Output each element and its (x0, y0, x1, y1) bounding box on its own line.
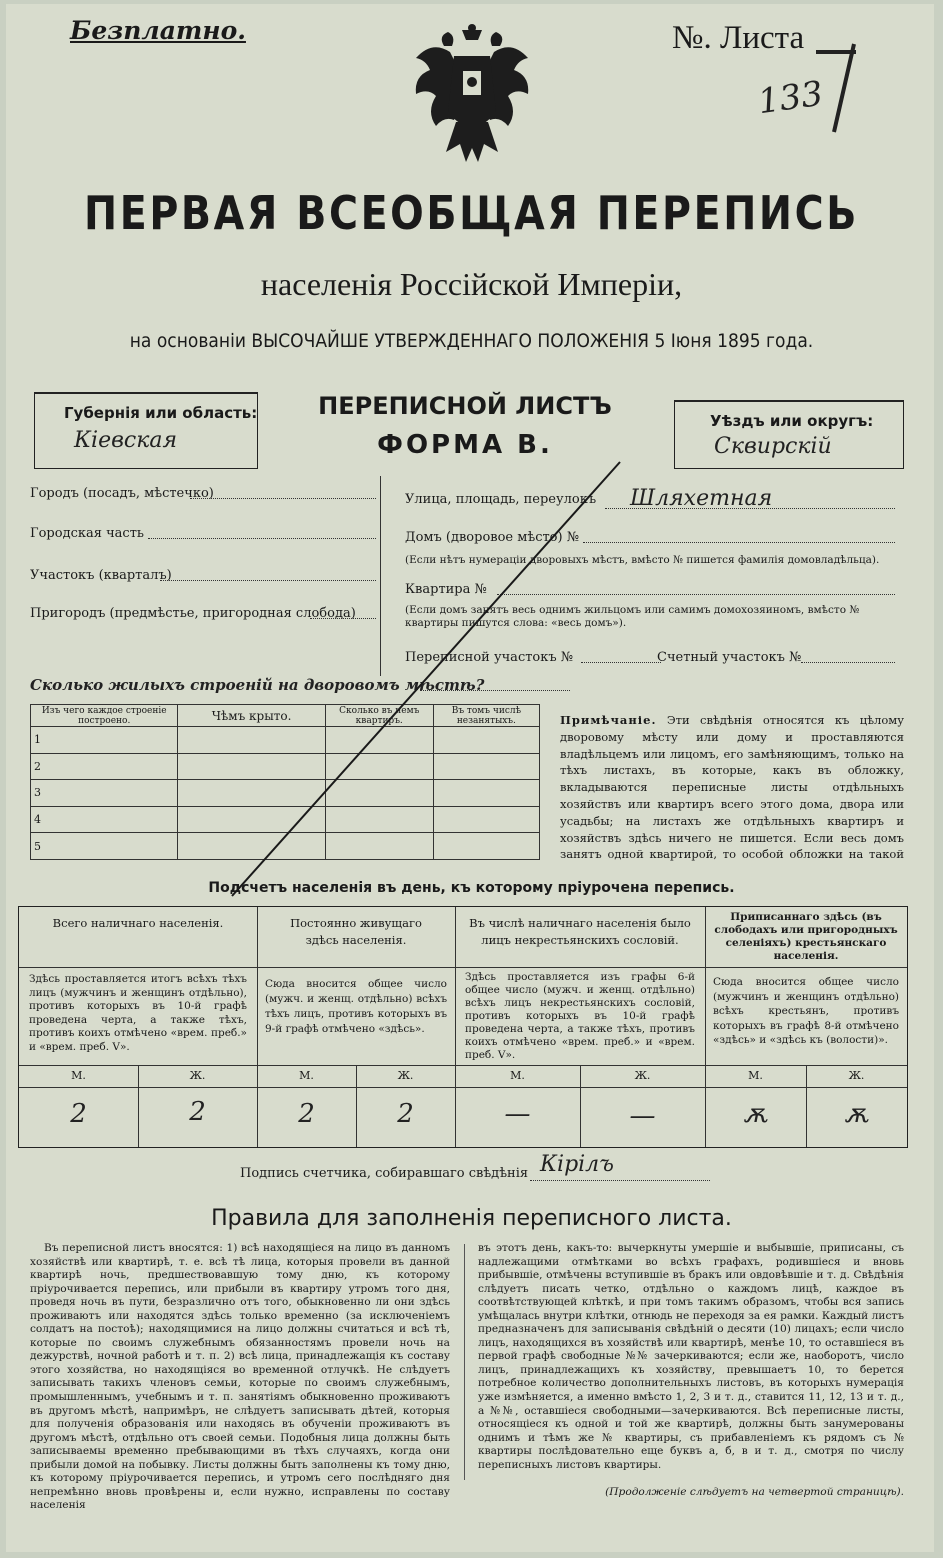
count-col-desc: Сюда вносится общее число (мужчинъ и женщинъ отдѣльно) всѣхъ крестьянъ, противъ которыхъ въ графѣ 8-й отмѣчено «здѣсь» и «здѣсь къ (волости)». (713, 976, 899, 1046)
count-area-label: Счетный участокъ № (657, 650, 802, 665)
signature-value: Кiрiлъ (540, 1152, 614, 1177)
sheet-number-handwritten: 133 (755, 73, 826, 123)
value-f: 2 (397, 1099, 414, 1129)
note-heading: Примѣчаніе. (560, 713, 657, 727)
value-f: 2 (189, 1097, 206, 1127)
value-f: ѫ (844, 1099, 869, 1129)
note-text: Эти свѣдѣнія относятся къ цѣлому дворовому мѣсту или дому и проставляются владѣльцемъ или лицомъ, его замѣняющимъ, только на тѣхъ листахъ, въ которые, какъ въ обложку, вкладываются переписные листы отдѣльныхъ хозяйствъ или квартиръ всего этого дома, двора или усадьбы; на листахъ же отдѣльныхъ квартиръ и хозяйствъ здѣсь ничего не пишется. Если весь домъ занятъ одной квартирой, то особой обложки на такой (560, 713, 904, 862)
count-col-title: Всего наличнаго населенія. (52, 916, 224, 930)
district-label: Участокъ (кварталъ) (30, 568, 172, 583)
census-area-label: Переписной участокъ № (405, 650, 574, 665)
value-f: — (629, 1101, 656, 1131)
signature-label: Подпись счетчика, собиравшаго свѣдѣнія (240, 1166, 529, 1181)
count-col-desc: Сюда вносится общее число (мужч. и женщ. отдѣльно) всѣхъ тѣхъ лицъ, противъ которыхъ въ 9-й графѣ отмѣчено «здѣсь». (265, 978, 447, 1035)
table-row: 1 (31, 727, 178, 754)
col-material: Изъ чего каждое строеніе построено. (31, 705, 178, 727)
m-label: М. (748, 1069, 763, 1082)
buildings-question: Сколько жилыхъ строеній на дворовомъ мѣстѣ? (30, 676, 485, 694)
m-label: М. (299, 1069, 314, 1082)
form-title: ПЕРЕПИСНОЙ ЛИСТЪ (318, 392, 612, 420)
table-row: 2 (31, 753, 178, 780)
value-m: ѫ (743, 1099, 768, 1129)
gubernia-value: Кіевская (74, 428, 178, 453)
f-label: Ж. (634, 1069, 651, 1082)
apartment-note: (Если домъ занятъ весь однимъ жильцомъ или самимъ домохозяиномъ, вмѣсто № квартиры пишутся слова: «весь домъ»). (405, 604, 860, 629)
page-subtitle: населенія Россійской Имперіи, (260, 266, 683, 302)
col-roof: Чѣмъ крыто. (178, 705, 325, 727)
f-label: Ж. (397, 1069, 414, 1082)
value-m: 2 (298, 1099, 315, 1129)
count-heading: Подсчетъ населенія въ день, къ которому пріурочена перепись. (208, 880, 735, 896)
col-vacant: Въ томъ числѣ незанятыхъ. (433, 705, 539, 727)
count-col-title: Приписаннаго здѣсь (въ слободахъ или пригородныхъ селеніяхъ) крестьянскаго населенія. (714, 911, 898, 962)
table-row: 3 (31, 780, 178, 807)
col-apartments: Сколько въ немъ квартиръ. (325, 705, 433, 727)
house-note: (Если нѣтъ нумераціи дворовыхъ мѣстъ, вмѣсто № пишется фамилія домовладѣльца). (405, 554, 880, 566)
rules-continued: (Продолженіе слѣдуетъ на четвертой страницѣ). (605, 1486, 904, 1498)
legal-basis: на основаніи ВЫСОЧАЙШЕ УТВЕРЖДЕННАГО ПОЛОЖЕНІЯ 5 Іюня 1895 года. (129, 330, 814, 352)
uezd-label: Уѣздъ или округъ: (710, 412, 874, 430)
city-label: Городъ (посадъ, мѣстечко) (30, 486, 214, 501)
table-row: 5 (31, 833, 178, 860)
house-label: Домъ (дворовое мѣсто) № (405, 530, 580, 545)
value-m: — (504, 1099, 531, 1129)
m-label: М. (71, 1069, 86, 1082)
uezd-value: Сквирскій (714, 434, 832, 459)
form-name: ФОРМА В. (377, 430, 553, 460)
count-col-title: Постоянно живущаго здѣсь населенія. (290, 916, 422, 947)
city-part-label: Городская часть (30, 526, 144, 541)
rules-left: Въ переписной листъ вносятся: 1) всѣ находящіеся на лицо въ данномъ хозяйствѣ или квартирѣ, т. е. всѣ тѣ лица, которыя провели въ данной квартирѣ ночь, предшествовавшую тому дню, къ которому пріурочивается перепись, или прибыли въ квартиру утромъ того дня, проведя ночь въ пути, безразлично отъ того, обыкновенно ли они здѣсь проживаютъ или находятся здѣсь только временно (за исключеніемъ солдатъ на постоѣ); находящимися на лицо должны считаться и всѣ тѣ, которые по своимъ служебнымъ обязанностямъ провели ночь на дежурствѣ, ночной работѣ и т. п. 2) всѣ лица, принадлежащія къ составу этого хозяйства, но находящіяся во временной отлучкѣ. Не слѣдуетъ записывать такихъ членовъ семьи, которые по своимъ служебнымъ, промышленнымъ, учебнымъ и т. п. занятіямъ обыкновенно проживаютъ въ другомъ мѣстѣ, напримѣръ, не слѣдуетъ записывать дѣтей, которыя для полученія образованія или находясь въ обученіи проживаютъ въ другомъ мѣстѣ, отдѣльно отъ своей семьи. Подобныя лица должны быть записываемы временно пребывающими въ тѣхъ случаяхъ, когда они прибыли домой на побывку. Листы должны быть заполнены къ тому дню, къ которому пріурочивается перепись, и утромъ сего послѣдняго дня непремѣнно вновь провѣрены и, если нужно, исправлены по составу населенія (30, 1242, 450, 1512)
count-table (18, 906, 908, 1148)
f-label: Ж. (189, 1069, 206, 1082)
apartment-label: Квартира № (405, 582, 487, 597)
street-value: Шляхетная (630, 486, 773, 511)
street-label: Улица, площадь, переулокъ (405, 492, 597, 507)
table-row: 4 (31, 806, 178, 833)
sheet-number-label: №. Листа (672, 20, 805, 56)
rules-title: Правила для заполненія переписного листа. (211, 1206, 732, 1231)
f-label: Ж. (848, 1069, 865, 1082)
gubernia-label: Губернія или область: (64, 404, 258, 422)
count-col-title: Въ числѣ наличнаго населенія было лицъ некрестьянскихъ сословій. (469, 916, 691, 947)
rules-right: въ этотъ день, какъ-то: вычеркнуты умершіе и выбывшіе, приписаны, съ надлежащими отмѣтками во всѣхъ графахъ, родившіеся и вновь прибывшіе, отмѣчены вступившіе въ бракъ или овдовѣвшіе и т. д. Свѣдѣнія слѣдуетъ писать четко, отдѣльно о каждомъ лицѣ, каждое въ соотвѣтствующей клѣткѣ, и при томъ такимъ образомъ, чтобы вся запись умѣщалась внутри клѣтки, отнюдь не переходя за ея рамки. Каждый листъ предназначенъ для записыванія свѣдѣній о десяти (10) лицахъ; если число лицъ, находящихся въ хозяйствѣ или квартирѣ, менѣе 10, то оставшіеся въ первой графѣ свободные №№ зачеркиваются; если же, наоборотъ, число лицъ, принадлежащихъ къ хозяйству, превышаетъ 10, то берется потребное количество дополнительныхъ листовъ, въ которыхъ нумерація уже измѣняется, а именно вмѣсто 1, 2, 3 и т. д., ставится 11, 12, 13 и т. д., а №№, оставшіеся свободными—зачеркиваются. Всѣ переписные листы, относящіеся къ одной и той же квартирѣ, должны быть занумерованы однимъ и тѣмъ же № квартиры, съ прибавленіемъ къ рядомъ съ № квартиры послѣдовательно еще буквъ а, б, в и т. д., смотря по числу переписныхъ листовъ квартиры. (478, 1242, 904, 1471)
value-m: 2 (70, 1099, 87, 1129)
count-col-desc: Здѣсь проставляется итогъ всѣхъ тѣхъ лицъ (мужчинъ и женщинъ отдѣльно), противъ которыхъ въ 10-й графѣ проведена черта, а также тѣхъ, противъ коихъ отмѣчено «врем. преб.» и «врем. преб. V». (29, 973, 247, 1053)
m-label: М. (510, 1069, 525, 1082)
page-title: ПЕРВАЯ ВСЕОБЩАЯ ПЕРЕПИСЬ (84, 186, 859, 240)
count-col-desc: Здѣсь проставляется изъ графы 6-й общее число (мужч. и женщ. отдѣльно) всѣхъ лицъ некрестьянскихъ сословій, противъ которыхъ въ 10-й графѣ проведена черта, а также тѣхъ, противъ коихъ отмѣчено «врем. преб.» и «врем. преб. V». (465, 971, 695, 1061)
free-label: Безплатно. (70, 16, 246, 45)
suburb-label: Пригородъ (предмѣстье, пригородная слобода) (30, 606, 356, 621)
